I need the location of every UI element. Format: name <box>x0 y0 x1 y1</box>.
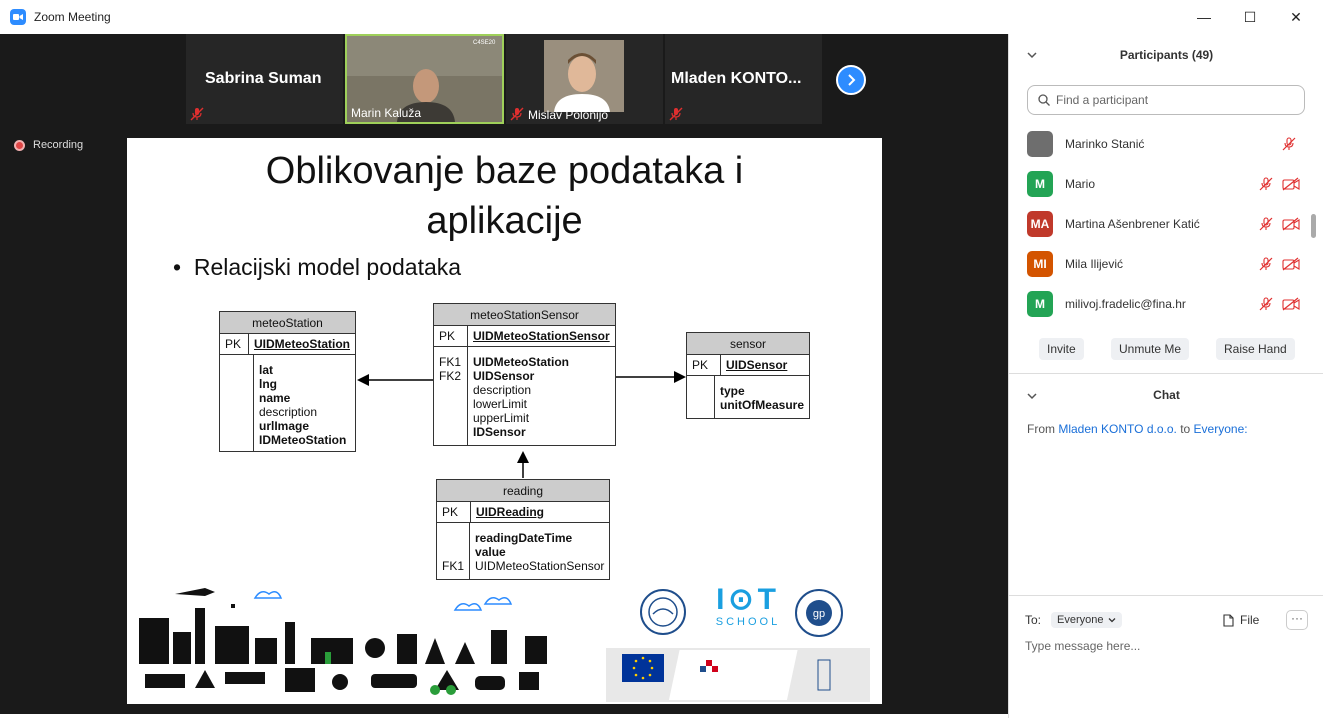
video-off-icon <box>1282 257 1300 271</box>
svg-text:gp: gp <box>812 608 826 620</box>
field: value <box>475 545 506 559</box>
video-off-icon <box>1282 217 1300 231</box>
iot-logo-subtitle: SCHOOL <box>715 616 781 628</box>
pk-row <box>220 334 355 355</box>
file-button[interactable] <box>1223 613 1259 627</box>
panel-divider <box>1009 373 1323 374</box>
video-area <box>0 34 1008 714</box>
pk-label: PK <box>437 502 471 522</box>
participant-name: Marinko Stanić <box>1065 137 1145 151</box>
field: lat <box>259 363 274 377</box>
key-empty <box>687 376 715 418</box>
university-seal-logo <box>639 588 687 636</box>
field: lowerLimit <box>473 397 528 411</box>
video-tile-sabrina[interactable] <box>186 34 343 124</box>
minimize-button[interactable]: — <box>1197 9 1211 25</box>
chat-header: Chat <box>1153 388 1180 402</box>
field: UIDSensor <box>473 369 535 383</box>
field: UIDMeteoStationSensor <box>475 559 605 573</box>
slide-title-line-1: Oblikovanje baze podataka i <box>265 150 744 192</box>
raise-hand-button[interactable]: Raise Hand <box>1216 338 1295 360</box>
participant-name: Marin Kaluža <box>351 106 422 120</box>
table-reading <box>436 479 610 580</box>
participant-row[interactable] <box>1027 124 1312 164</box>
maximize-button[interactable]: ☐ <box>1243 8 1257 25</box>
field: description <box>473 383 532 397</box>
video-tile-mladen[interactable] <box>665 34 822 124</box>
eu-funds-logo-strip <box>606 648 870 702</box>
title-bar <box>0 0 1323 34</box>
participant-name: Mila Ilijević <box>1065 257 1124 271</box>
participant-row[interactable] <box>1027 244 1312 284</box>
slide-bullet-text: Relacijski model podataka <box>193 254 462 280</box>
chat-recipient-link[interactable]: Everyone: <box>1193 422 1248 436</box>
table-name: sensor <box>687 333 809 355</box>
pk-field: UIDSensor <box>726 358 788 372</box>
mislav-video-feed <box>544 40 624 112</box>
chat-from-prefix: From <box>1027 422 1055 436</box>
participant-row[interactable] <box>1027 204 1312 244</box>
participant-name: Sabrina Suman <box>205 70 322 87</box>
field: UIDMeteoStation <box>473 355 569 369</box>
recording-dot-icon <box>14 140 25 151</box>
svg-text:C4SE20: C4SE20 <box>473 40 496 46</box>
fields-row <box>434 347 615 445</box>
field-list <box>715 376 809 418</box>
field: IDSensor <box>473 425 526 439</box>
participant-name: Mislav Polonijo <box>528 108 609 122</box>
smart-city-illustration <box>135 578 565 704</box>
field: type <box>719 384 745 398</box>
avatar: MI <box>1027 251 1053 277</box>
close-button[interactable]: ✕ <box>1290 8 1302 25</box>
avatar <box>1027 131 1053 157</box>
chat-sender-link[interactable]: Mladen KONTO d.o.o. <box>1058 422 1177 436</box>
field: lng <box>259 377 277 391</box>
search-icon <box>1038 94 1050 106</box>
to-label: To: <box>1025 613 1042 627</box>
chat-to-row <box>1025 608 1315 632</box>
more-options-button[interactable]: ··· <box>1286 610 1308 630</box>
field: readingDateTime <box>475 531 573 545</box>
mic-muted-icon <box>1259 217 1273 231</box>
pk-field: UIDReading <box>476 505 545 519</box>
participant-name: Martina Ašenbrener Katić <box>1065 217 1200 231</box>
avatar: M <box>1027 171 1053 197</box>
file-label: File <box>1240 613 1260 627</box>
shared-screen-slide <box>127 138 882 704</box>
field-list <box>468 347 574 445</box>
table-meteostationsensor <box>433 303 616 446</box>
field: IDMeteoStation <box>259 433 347 447</box>
fk-labels <box>434 347 468 445</box>
table-name: reading <box>437 480 609 502</box>
fields-row <box>220 355 355 451</box>
pk-label: PK <box>220 334 249 354</box>
field: unitOfMeasure <box>719 398 804 412</box>
chat-message-input[interactable] <box>1025 636 1305 656</box>
video-tile-mislav[interactable] <box>506 34 663 124</box>
participant-list <box>1027 124 1312 324</box>
participant-row[interactable] <box>1027 284 1312 324</box>
window-title: Zoom Meeting <box>34 10 111 24</box>
chat-to-word: to <box>1180 422 1191 436</box>
participant-row[interactable] <box>1027 164 1312 204</box>
unmute-me-button[interactable]: Unmute Me <box>1111 338 1189 360</box>
recording-label: Recording <box>33 139 84 151</box>
slide-title-line-2: aplikacije <box>426 200 583 242</box>
iot-school-logo <box>709 584 787 628</box>
participant-name: Mladen KONTO... <box>671 70 802 87</box>
invite-button[interactable]: Invite <box>1039 338 1084 360</box>
avatar: M <box>1027 291 1053 317</box>
participant-name: milivoj.fradelic@fina.hr <box>1065 297 1186 311</box>
field: urlImage <box>259 419 310 433</box>
chevron-down-icon <box>1108 616 1116 624</box>
recipient-value: Everyone <box>1057 614 1104 626</box>
fk2-label: FK2 <box>439 369 462 383</box>
chat-input-divider <box>1009 595 1323 596</box>
mic-muted-icon <box>190 107 204 121</box>
slide-bullet: • Relacijski model podataka <box>173 254 462 280</box>
participant-name: Mario <box>1065 177 1096 191</box>
pk-row <box>434 326 615 347</box>
participants-header: Participants (49) <box>1119 48 1214 62</box>
fields-row <box>437 523 609 579</box>
pk-field: UIDMeteoStationSensor <box>473 329 610 343</box>
fk-labels <box>437 523 470 579</box>
field: upperLimit <box>473 411 530 425</box>
fields-row <box>687 376 809 418</box>
zoom-logo-icon <box>10 9 26 25</box>
participant-list-scrollbar[interactable] <box>1311 214 1316 238</box>
participant-search-input[interactable] <box>1056 93 1286 107</box>
mic-muted-icon <box>669 107 683 121</box>
pk-row <box>437 502 609 523</box>
mic-muted-icon <box>1282 137 1296 151</box>
pk-row <box>687 355 809 376</box>
pk-field: UIDMeteoStation <box>254 337 350 351</box>
video-off-icon <box>1282 177 1300 191</box>
recording-indicator <box>14 139 83 151</box>
mic-muted-icon <box>1259 177 1273 191</box>
table-name: meteoStation <box>220 312 355 334</box>
school-seal-logo <box>794 588 844 638</box>
table-sensor <box>686 332 810 419</box>
field: description <box>259 405 318 419</box>
mic-muted-icon <box>1259 297 1273 311</box>
file-icon <box>1223 614 1234 627</box>
fk1-label: FK1 <box>442 559 465 573</box>
recipient-select[interactable] <box>1051 612 1121 628</box>
avatar: MA <box>1027 211 1053 237</box>
field-list <box>254 355 351 451</box>
next-page-button[interactable] <box>836 65 866 95</box>
mic-muted-icon <box>510 107 524 121</box>
field: name <box>259 391 291 405</box>
table-meteostation <box>219 311 356 452</box>
mic-muted-icon <box>1259 257 1273 271</box>
participant-search-box[interactable] <box>1027 85 1305 115</box>
fk1-label: FK1 <box>439 355 462 369</box>
pk-label: PK <box>687 355 721 375</box>
chat-message-header <box>1027 422 1248 436</box>
side-panel <box>1008 34 1323 718</box>
video-off-icon <box>1282 297 1300 311</box>
chevron-right-icon <box>845 74 857 86</box>
pk-label: PK <box>434 326 468 346</box>
video-tile-marin[interactable] <box>345 34 504 124</box>
table-name: meteoStationSensor <box>434 304 615 326</box>
field-list <box>470 523 609 579</box>
iot-logo-text: I⊙T <box>716 583 780 616</box>
key-empty <box>220 355 254 451</box>
